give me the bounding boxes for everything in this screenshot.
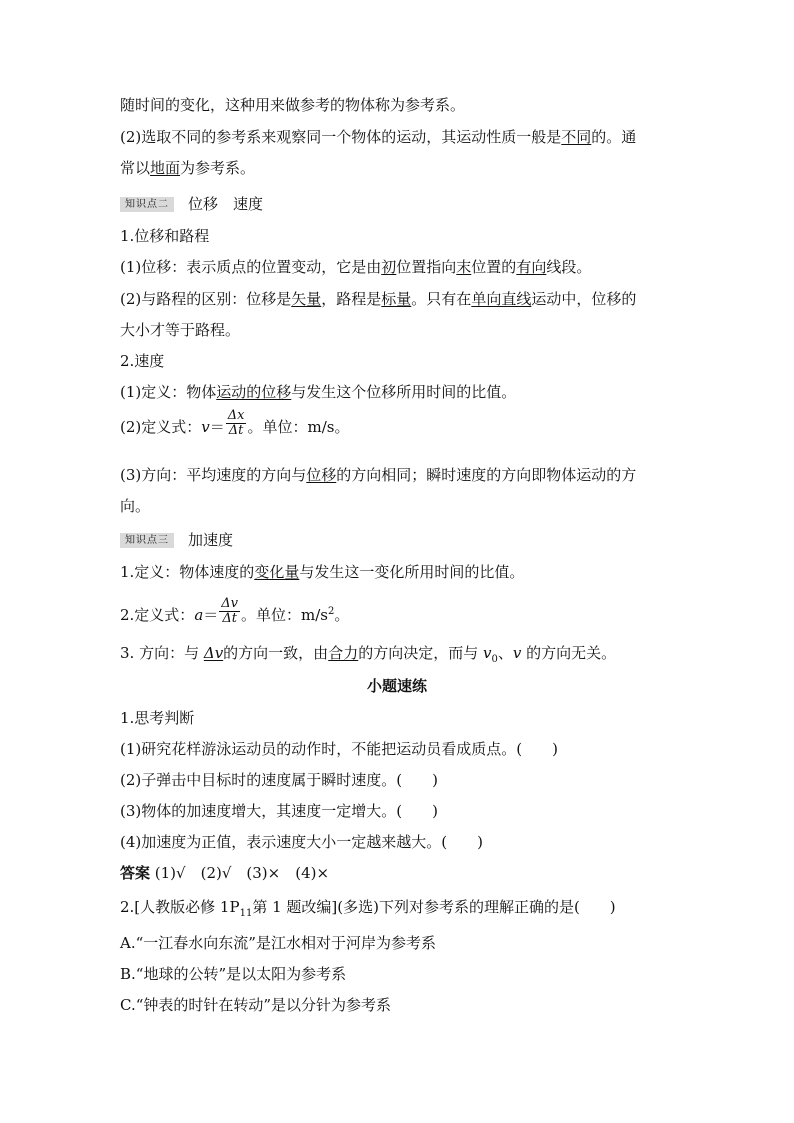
text-line: 3. 方向：与 Δv的方向一致，由合力的方向决定，而与 $v_0$、v 的方向无关。 (120, 644, 617, 665)
text-line: 常以地面为参考系。 (120, 159, 256, 177)
subheading: 1.思考判断 (120, 709, 195, 727)
question-item: (3)物体的加速度增大，其速度一定增大。( ) (120, 802, 438, 820)
section-heading (120, 194, 263, 214)
practice-title: 小题速练 (366, 677, 427, 695)
option-a: A.“一江春水向东流”是江水相对于河岸为参考系 (120, 934, 436, 952)
subheading: 1.位移和路程 (120, 227, 210, 245)
question-item: (1)研究花样游泳运动员的动作时，不能把运动员看成质点。( ) (120, 740, 558, 758)
text-line: (1)定义：物体运动的位移与发生这个位移所用时间的比值。 (120, 383, 517, 401)
fraction: $\frac{\Delta x}{\Delta t}$ (227, 407, 245, 438)
question-item: 2.[人教版必修 $1P_{11}$第 1 题改编](多选)下列对参考系的理解正确的是( ) (120, 898, 616, 919)
section-title: 位移 速度 (188, 195, 264, 213)
text-line: 大小才等于路程。 (120, 321, 241, 339)
text-line: (3)方向：平均速度的方向与位移的方向相同；瞬时速度的方向即物体运动的方 (120, 466, 637, 484)
fraction: $\frac{\Delta v}{\Delta t}$ (221, 595, 239, 626)
text-line: (2)选取不同的参考系来观察同一个物体的运动，其运动性质一般是不同的。通 (120, 128, 637, 146)
option-c: C.“钟表的时针在转动”是以分针为参考系 (120, 996, 392, 1014)
answer-line: 答案 (1)√ (2)√ (3)× (4)× (120, 864, 330, 882)
formula-line: 2.定义式：a＝ $\frac{\Delta v}{\Delta t}$ 。单位：$m/s^2$。 (120, 595, 350, 626)
section-title: 加速度 (188, 531, 234, 549)
subheading: 2.速度 (120, 352, 165, 370)
question-item: (2)子弹击中目标时的速度属于瞬时速度。( ) (120, 771, 438, 789)
text-line: (2)与路程的区别：位移是矢量，路程是标量。只有在单向直线运动中，位移的 (120, 290, 637, 308)
section-badge: 知识点三 (120, 533, 174, 548)
section-heading (120, 530, 233, 550)
text-line: 向。 (120, 497, 151, 515)
section-badge: 知识点二 (120, 197, 174, 212)
formula-line: (2)定义式：v＝ $\frac{\Delta x}{\Delta t}$ 。单位：m/s。 (120, 407, 350, 438)
text-line: (1)位移：表示质点的位置变动，它是由初位置指向末位置的有向线段。 (120, 258, 592, 276)
question-item: (4)加速度为正值，表示速度大小一定越来越大。( ) (120, 833, 483, 851)
text-line: 1.定义：物体速度的变化量与发生这一变化所用时间的比值。 (120, 563, 525, 581)
text-line: 随时间的变化，这种用来做参考的物体称为参考系。 (120, 96, 466, 114)
option-b: B.“地球的公转”是以太阳为参考系 (120, 965, 347, 983)
